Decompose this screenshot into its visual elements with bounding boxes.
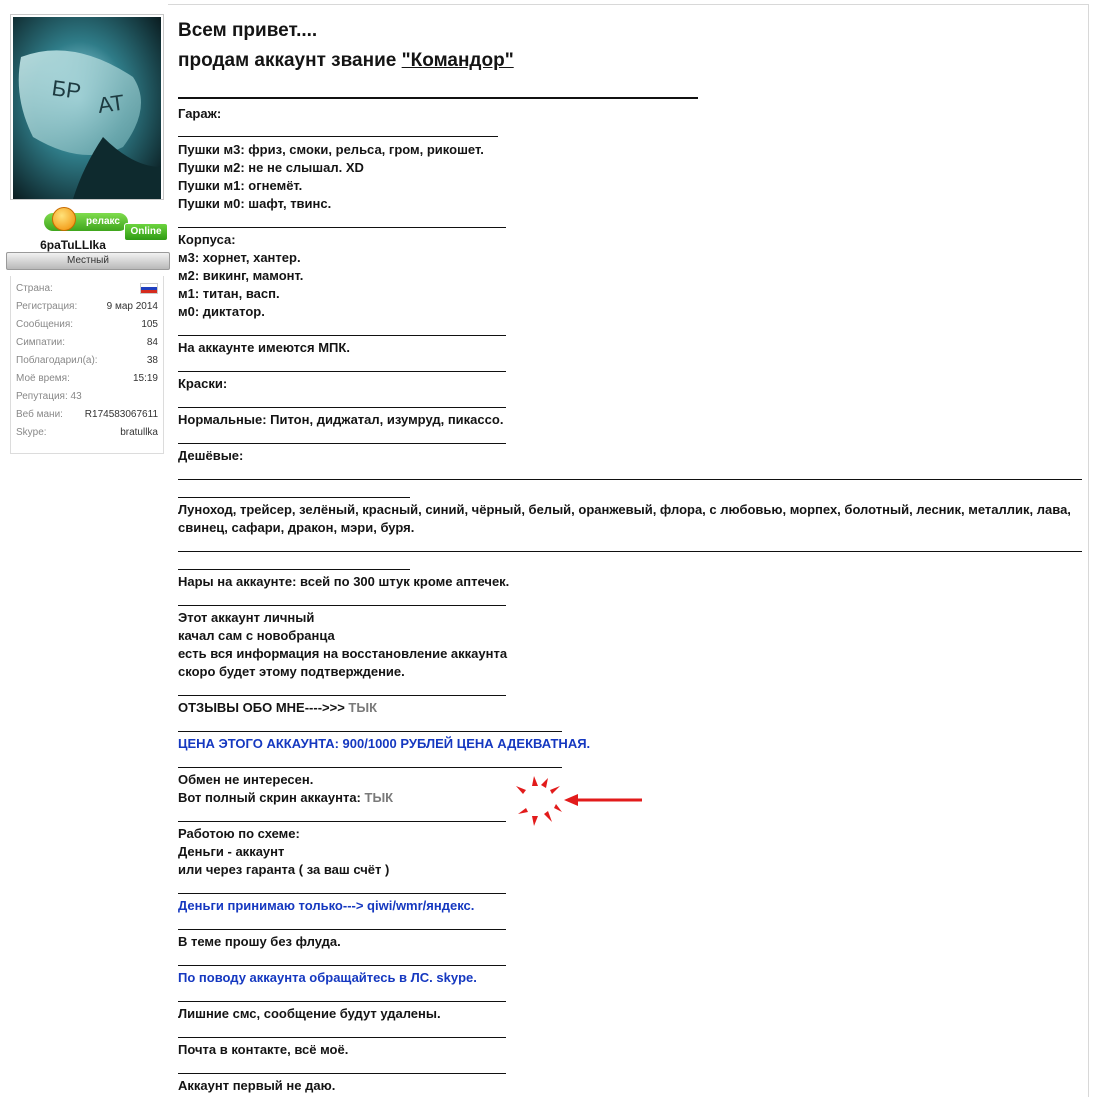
divider (178, 551, 1082, 552)
paints-normal: Нормальные: Питон, диджатал, изумруд, пикассо. (178, 412, 504, 427)
info-row-likes (16, 334, 158, 352)
screen-text: Вот полный скрин аккаунта: (178, 790, 365, 805)
guns-m2: Пушки м2: не не слышал. XD (178, 160, 364, 175)
username[interactable]: 6paTuLLIka (40, 238, 106, 252)
guns-m3: Пушки м3: фриз, смоки, рельса, гром, рикошет. (178, 142, 484, 157)
divider (178, 1073, 506, 1074)
avatar-text-1: БР (50, 75, 83, 105)
payment-line: Деньги принимаю только---> qiwi/wmr/яндекс. (178, 898, 475, 913)
noflood-line: В теме прошу без флуда. (178, 934, 341, 949)
info-row-registration (16, 298, 158, 316)
info-value: 84 (146, 337, 158, 348)
info-label: Поблагодарил(а): (16, 355, 98, 366)
info-label: Страна: (16, 283, 53, 294)
info-label: Сообщения: (16, 319, 74, 330)
hulls-m2: м2: викинг, мамонт. (178, 268, 304, 283)
info-value[interactable]: 105 (141, 319, 158, 330)
paints-cheap-heading: Дешёвые: (178, 448, 244, 463)
divider (178, 443, 506, 444)
divider (178, 227, 506, 228)
post-title-prefix: продам аккаунт звание (178, 50, 402, 71)
info-row-thanked (16, 352, 158, 370)
post-frame-top (168, 4, 1088, 5)
post-frame-right (1088, 4, 1089, 1097)
info-value: 15:19 (132, 373, 158, 384)
divider (178, 479, 1082, 480)
screen-link[interactable]: ТЫК (364, 790, 394, 805)
post-title-rank: "Командор" (401, 50, 514, 71)
scheme-heading: Работою по схеме: (178, 826, 300, 841)
divider (178, 569, 410, 570)
info-row-time (16, 370, 158, 388)
reviews-text: ОТЗЫВЫ ОБО МНЕ---->>> (178, 700, 349, 715)
reviews-link[interactable]: ТЫК (348, 700, 378, 715)
personal-line-4: скоро будет этому подтверждение. (178, 664, 405, 679)
info-value: 38 (146, 355, 158, 366)
info-row-reputation (16, 388, 158, 406)
status-text: релакс (85, 216, 120, 227)
contact-line: По поводу аккаунта обращайтесь в ЛС. skype. (178, 970, 477, 985)
hulls-heading: Корпуса: (178, 232, 236, 247)
info-label: Симпатии: (16, 337, 65, 348)
screen-line (178, 789, 393, 807)
info-label: Моё время: (16, 373, 70, 384)
info-row-messages (16, 316, 158, 334)
online-badge: Online (124, 223, 168, 241)
extra-line: Лишние смс, сообщение будут удалены. (178, 1006, 441, 1021)
hulls-m3: м3: хорнет, хантер. (178, 250, 301, 265)
mpk-line: На аккаунте имеются МПК. (178, 340, 350, 355)
info-value: bratullka (120, 427, 158, 438)
info-value: R174583067611 (84, 409, 158, 420)
guns-m1: Пушки м1: огнемёт. (178, 178, 303, 193)
personal-line-1: Этот аккаунт личный (178, 610, 315, 625)
info-value: 9 мар 2014 (106, 301, 158, 312)
info-row-webmoney (16, 406, 158, 424)
paints-heading: Краски: (178, 376, 228, 391)
paints-cheap-list: Луноход, трейсер, зелёный, красный, синий, чёрный, белый, оранжевый, флора, с любовью, морпех, болотный, лесник, металлик, лава, свинец, сафари, дракон, мэри, буря. (178, 502, 1071, 535)
hulls-m0: м0: диктатор. (178, 304, 265, 319)
info-row-skype (16, 424, 158, 442)
avatar-frame[interactable] (10, 14, 164, 200)
info-label: Skype: (16, 427, 47, 438)
divider (178, 1001, 506, 1002)
divider (178, 371, 506, 372)
divider (178, 929, 506, 930)
user-rank-badge: Местный (6, 252, 170, 270)
divider (178, 965, 506, 966)
post-greeting: Всем привет.... (178, 20, 318, 41)
avatar[interactable] (13, 17, 161, 199)
info-row-country (16, 280, 158, 298)
russia-flag-icon (140, 283, 158, 294)
divider (178, 97, 698, 99)
divider (178, 821, 506, 822)
reviews-line (178, 699, 377, 717)
supplies-line: Нары на аккаунте: всей по 300 штук кроме аптечек. (178, 574, 510, 589)
relax-smiley-icon (52, 207, 76, 231)
info-label: Веб мани: (16, 409, 63, 420)
exchange-line: Обмен не интересен. (178, 772, 314, 787)
divider (178, 335, 506, 336)
last-line: Аккаунт первый не даю. (178, 1078, 336, 1093)
info-label: Репутация: 43 (16, 391, 82, 402)
divider (178, 695, 506, 696)
scheme-line-1: Деньги - аккаунт (178, 844, 285, 859)
info-label: Регистрация: (16, 301, 78, 312)
divider (178, 136, 498, 137)
divider (178, 893, 506, 894)
hulls-m1: м1: титан, васп. (178, 286, 280, 301)
scheme-line-2: или через гаранта ( за ваш счёт ) (178, 862, 390, 877)
red-arrow-icon (514, 776, 654, 826)
user-info-panel (10, 276, 164, 454)
guns-m0: Пушки м0: шафт, твинс. (178, 196, 332, 211)
vk-line: Почта в контакте, всё моё. (178, 1042, 349, 1057)
divider (178, 767, 562, 768)
garage-heading: Гараж: (178, 106, 222, 121)
post-title (178, 50, 514, 72)
divider (178, 407, 506, 408)
avatar-image (13, 17, 161, 199)
personal-line-2: качал сам с новобранца (178, 628, 335, 643)
divider (178, 731, 562, 732)
price-line: ЦЕНА ЭТОГО АККАУНТА: 900/1000 РУБЛЕЙ ЦЕНА АДЕКВАТНАЯ. (178, 736, 591, 751)
divider (178, 605, 506, 606)
divider (178, 497, 410, 498)
personal-line-3: есть вся информация на восстановление аккаунта (178, 646, 508, 661)
avatar-text-2: АТ (96, 89, 126, 118)
divider (178, 1037, 506, 1038)
